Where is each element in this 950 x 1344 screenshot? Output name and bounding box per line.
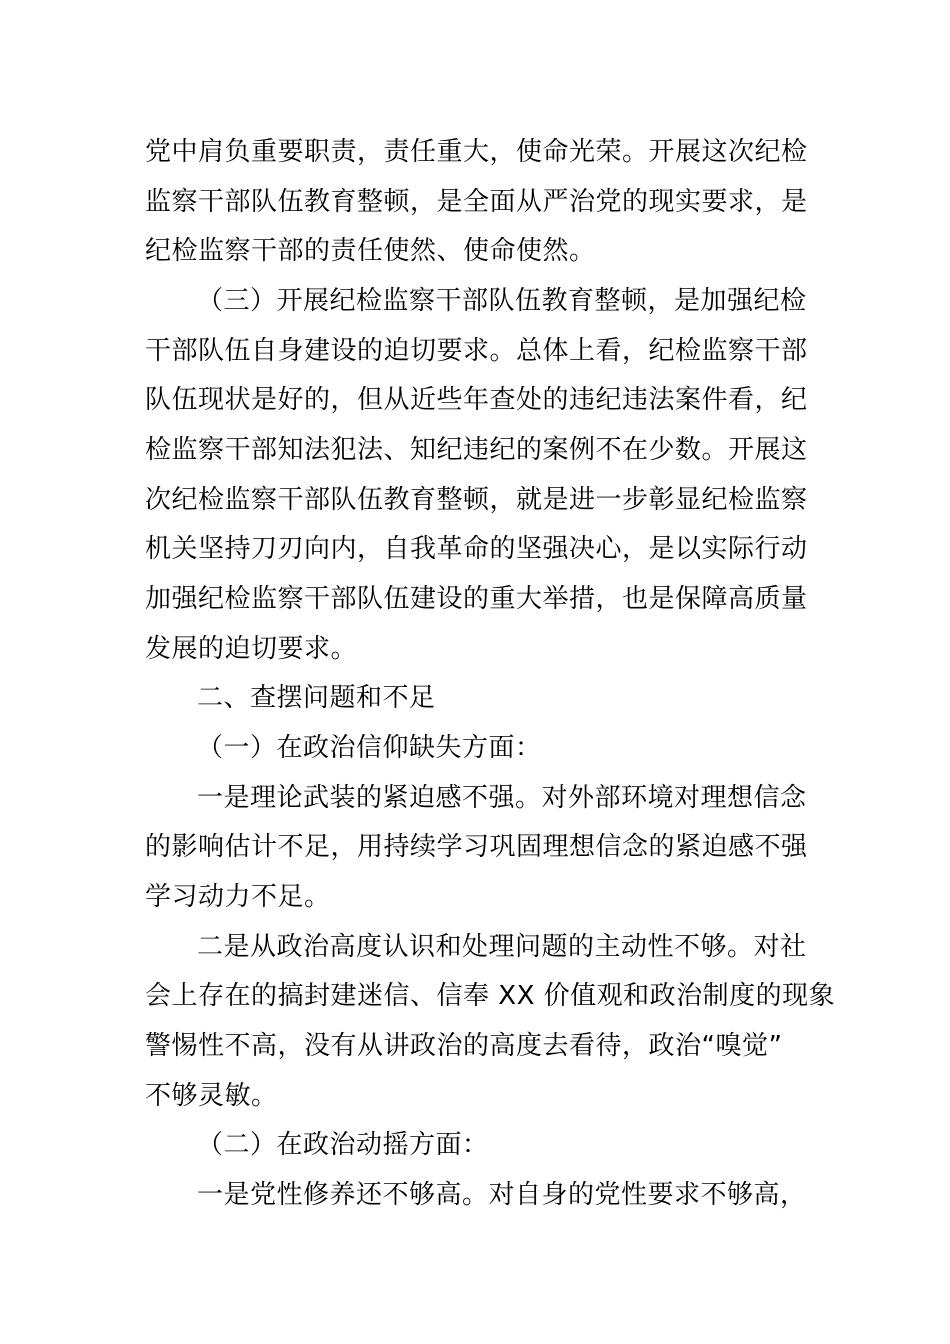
paragraph-line: 纪检监察干部的责任使然、使命使然。 bbox=[145, 236, 596, 266]
section-heading-2: 二、查摆问题和不足 bbox=[197, 683, 436, 713]
section-heading-3: （三）开展纪检监察干部队伍教育整顿，是加强纪检 bbox=[197, 286, 807, 316]
paragraph-line: 机关坚持刀刃向内，自我革命的坚强决心，是以实际行动 bbox=[145, 534, 808, 564]
paragraph-line: 检监察干部知法犯法、知纪违纪的案例不在少数。开展这 bbox=[145, 435, 808, 465]
paragraph-line: 加强纪检监察干部队伍建设的重大举措，也是保障高质量 bbox=[145, 584, 808, 614]
paragraph-line: 的影响估计不足，用持续学习巩固理想信念的紧迫感不强 bbox=[145, 832, 808, 862]
paragraph-line: 党中肩负重要职责，责任重大，使命光荣。开展这次纪检 bbox=[145, 137, 808, 167]
paragraph-line: 队伍现状是好的，但从近些年查处的违纪违法案件看，纪 bbox=[145, 385, 808, 415]
paragraph-line: 不够灵敏。 bbox=[145, 1081, 278, 1111]
paragraph-line: 二是从政治高度认识和处理问题的主动性不够。对社 bbox=[197, 932, 807, 962]
paragraph-line: 警惕性不高，没有从讲政治的高度去看待，政治“嗅觉” bbox=[145, 1031, 783, 1061]
paragraph-line: 一是党性修养还不够高。对自身的党性要求不够高， bbox=[197, 1180, 807, 1210]
paragraph-line: 学习动力不足。 bbox=[145, 882, 331, 912]
paragraph-line: 一是理论武装的紧迫感不强。对外部环境对理想信念 bbox=[197, 783, 807, 813]
paragraph-line: 监察干部队伍教育整顿，是全面从严治党的现实要求，是 bbox=[145, 187, 808, 217]
paragraph-line: 次纪检监察干部队伍教育整顿，就是进一步彰显纪检监察 bbox=[145, 485, 808, 515]
paragraph-line: 干部队伍自身建设的迫切要求。总体上看，纪检监察干部 bbox=[145, 336, 808, 366]
paragraph-line: 会上存在的搞封建迷信、信奉 XX 价值观和政治制度的现象 bbox=[145, 981, 836, 1011]
paragraph-line: 发展的迫切要求。 bbox=[145, 634, 358, 664]
subsection-heading-2: （二）在政治动摇方面： bbox=[197, 1130, 489, 1160]
subsection-heading-1: （一）在政治信仰缺失方面： bbox=[197, 733, 542, 763]
